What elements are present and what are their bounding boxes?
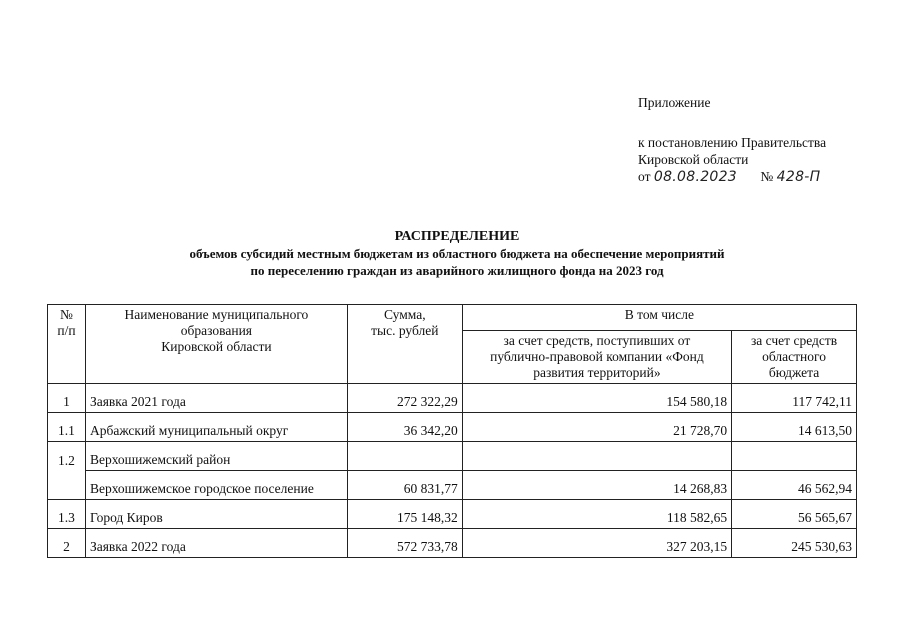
number-prefix: № (760, 169, 774, 184)
appendix-date-line (638, 168, 826, 186)
row-name: Арбажский муниципальный округ (85, 413, 347, 442)
row-budget: 117 742,11 (732, 384, 857, 413)
appendix-line-1: к постановлению Правительства (638, 135, 827, 150)
appendix-line-2: Кировской области (638, 152, 749, 167)
row-sum: 572 733,78 (347, 529, 462, 558)
row-sum: 272 322,29 (347, 384, 462, 413)
row-num: 1 (48, 384, 86, 413)
row-budget: 56 565,67 (732, 500, 857, 529)
row-name: Заявка 2022 года (85, 529, 347, 558)
header-fund: за счет средств, поступивших от публично-правовой компании «Фонд развития территорий» (462, 331, 731, 384)
header-num: № п/п (48, 305, 86, 384)
row-fund: 118 582,65 (462, 500, 731, 529)
row-fund: 14 268,83 (462, 471, 731, 500)
table-row (48, 384, 857, 413)
row-num: 1.2 (48, 442, 86, 471)
row-num: 1.3 (48, 500, 86, 529)
row-fund: 327 203,15 (462, 529, 731, 558)
distribution-table (47, 304, 857, 558)
row-fund: 21 728,70 (462, 413, 731, 442)
header-sum: Сумма, тыс. рублей (347, 305, 462, 384)
date-prefix: от (638, 169, 651, 184)
row-fund: 154 580,18 (462, 384, 731, 413)
row-budget: 46 562,94 (732, 471, 857, 500)
row-sum: 36 342,20 (347, 413, 462, 442)
table-row (48, 413, 857, 442)
date-value: 08.08.2023 (653, 169, 738, 185)
row-sum (347, 442, 462, 471)
row-name: Верхошижемское городское поселение (85, 471, 347, 500)
header-name: Наименование муниципального образования Кировской области (85, 305, 347, 384)
header-budget: за счет средств областного бюджета (732, 331, 857, 384)
table-row (48, 442, 857, 471)
row-name: Город Киров (85, 500, 347, 529)
appendix-block (638, 94, 826, 186)
table-row (48, 529, 857, 558)
table-row (48, 500, 857, 529)
title-line-2: объемов субсидий местным бюджетам из областного бюджета на обеспечение мероприятий (189, 246, 725, 261)
title-line-1: РАСПРЕДЕЛЕНИЕ (394, 229, 520, 244)
row-budget: 245 530,63 (732, 529, 857, 558)
row-sum: 60 831,77 (347, 471, 462, 500)
row-num: 1.1 (48, 413, 86, 442)
document-title (0, 228, 914, 279)
row-num: 2 (48, 529, 86, 558)
title-line-3: по переселению граждан из аварийного жилищного фонда на 2023 год (250, 263, 664, 278)
row-budget (732, 442, 857, 471)
header-including: В том числе (462, 305, 856, 331)
table-row (48, 471, 857, 500)
row-budget: 14 613,50 (732, 413, 857, 442)
appendix-heading: Приложение (638, 95, 711, 110)
row-fund (462, 442, 731, 471)
number-value: 428-П (776, 169, 821, 185)
row-num (48, 471, 86, 500)
row-sum: 175 148,32 (347, 500, 462, 529)
row-name: Верхошижемский район (85, 442, 347, 471)
row-name: Заявка 2021 года (85, 384, 347, 413)
